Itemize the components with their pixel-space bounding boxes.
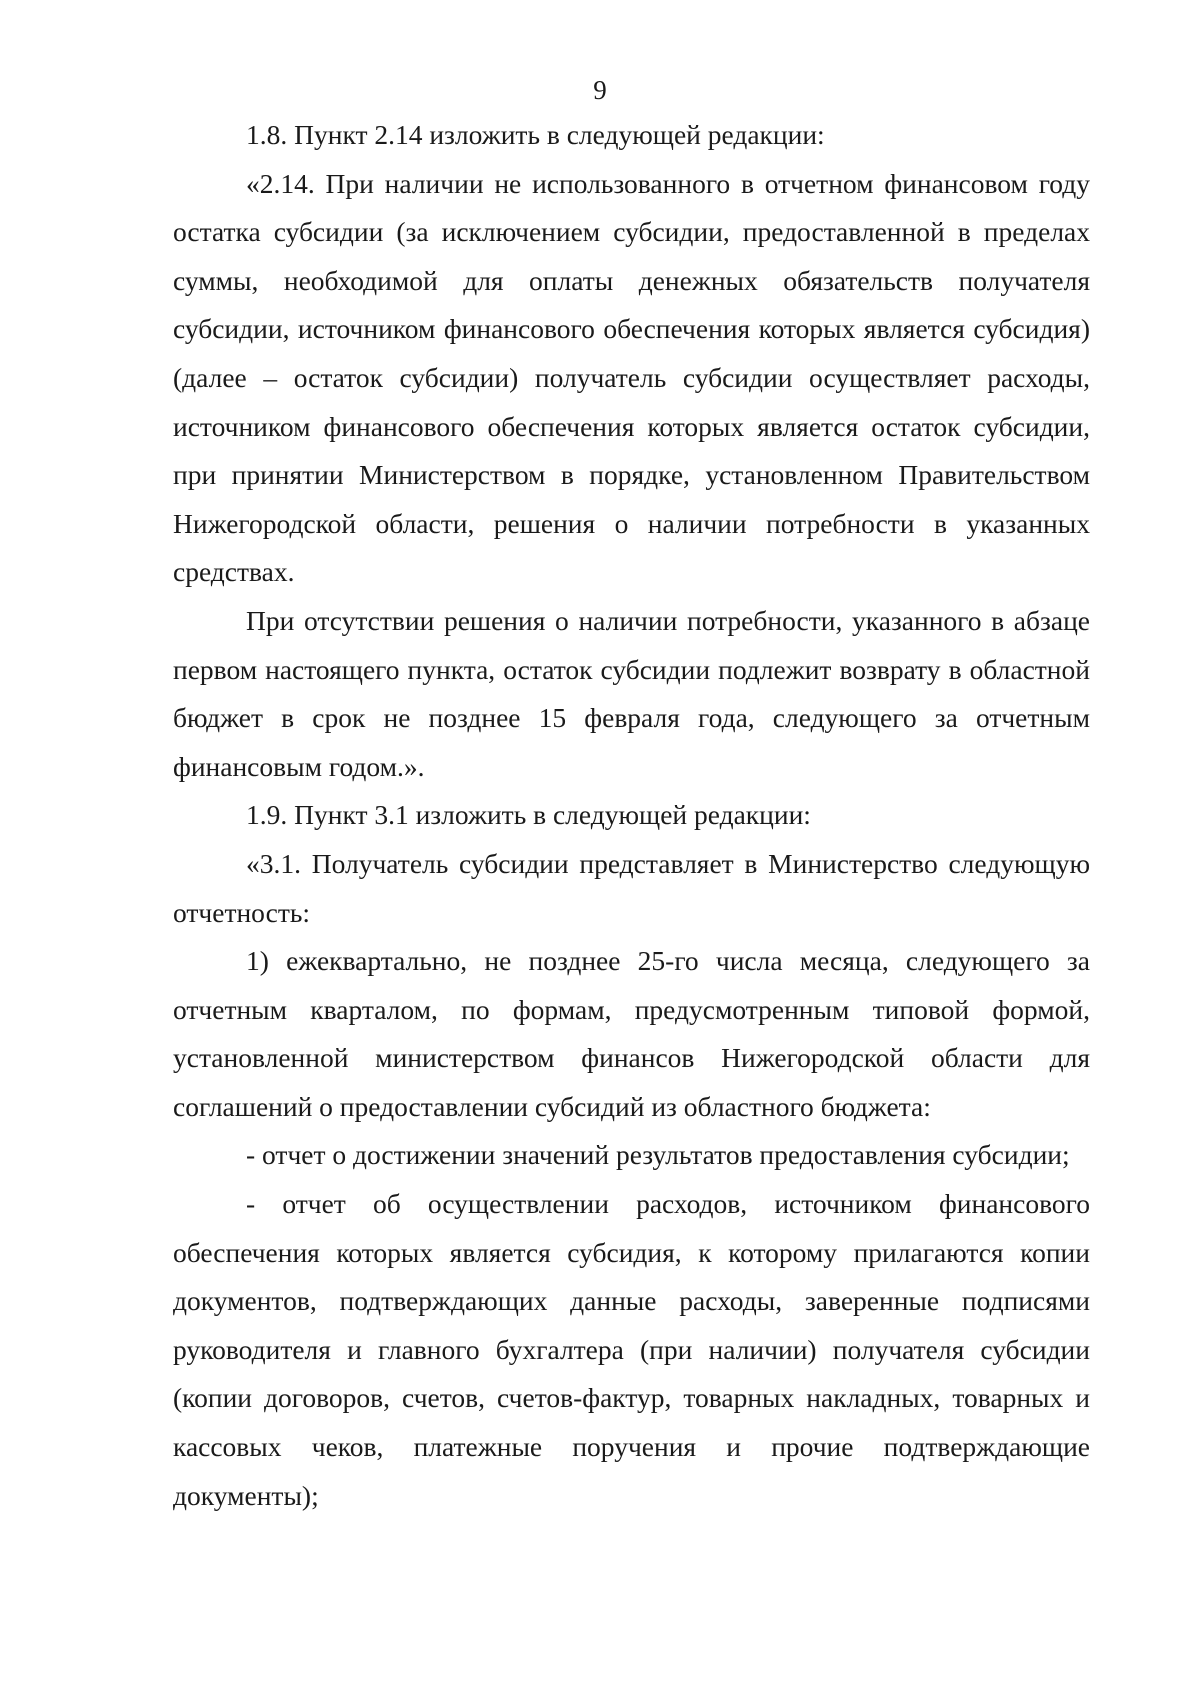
paragraph-item-1-9: 1.9. Пункт 3.1 изложить в следующей редакции:	[246, 799, 811, 831]
paragraph-item-3-1: «3.1. Получатель субсидии представляет в Министерство следующую отчетность:	[173, 847, 1090, 928]
paragraph-refund-rule: При отсутствии решения о наличии потребности, указанного в абзаце первом настоящего пункта, остаток субсидии подлежит возврату в областной бюджет в срок не позднее 15 февраля года, следующего за отчетным финансовым годом.».	[173, 604, 1090, 782]
paragraph-report-expenses: - отчет об осуществлении расходов, источником финансового обеспечения которых является субсидия, к которому прилагаются копии документов, подтверждающих данные расходы, заверенные подписями руководителя и главного бухгалтера (при наличии) получателя субсидии (копии договоров, счетов, счетов-фактур, товарных накладных, товарных и кассовых чеков, платежные поручения и прочие подтверждающие документы);	[173, 1188, 1090, 1511]
paragraph-item-1-8: 1.8. Пункт 2.14 изложить в следующей редакции:	[246, 119, 825, 150]
page-number: 9	[593, 75, 607, 105]
paragraph-item-2-14: «2.14. При наличии не использованного в отчетном финансовом году остатка субсидии (за исключением субсидии, предоставленной в пределах суммы, необходимой для оплаты денежных обязательств получателя субсидии, источником финансового обеспечения которых является субсидия) (далее – остаток субсидии) получатель субсидии осуществляет расходы, источником финансового обеспечения которых является остаток субсидии, при принятии Министерством в порядке, установленном Правительством Нижегородской области, решения о наличии потребности в указанных средствах.	[173, 167, 1090, 588]
document-body	[173, 111, 1090, 1520]
paragraph-report-results: - отчет о достижении значений результатов предоставления субсидии;	[246, 1139, 1070, 1171]
paragraph-quarterly-reports: 1) ежеквартально, не позднее 25-го числа месяца, следующего за отчетным кварталом, по формам, предусмотренным типовой формой, установленной министерством финансов Нижегородской области для соглашений о предоставлении субсидий из областного бюджета:	[173, 945, 1090, 1122]
